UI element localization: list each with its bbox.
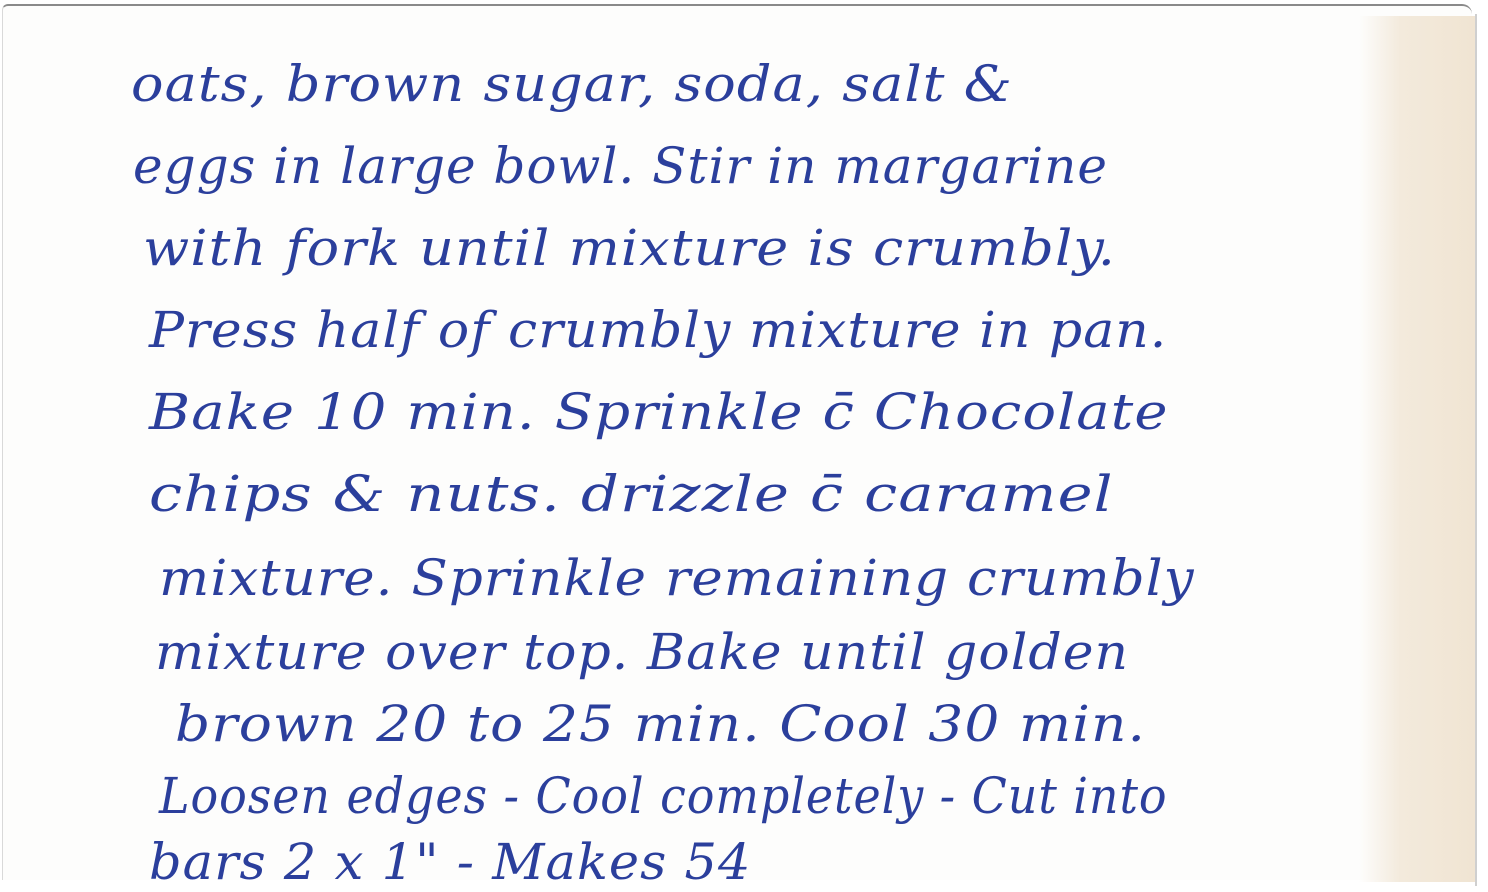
- recipe-line-1: oats, brown sugar, soda, salt &: [131, 55, 1013, 113]
- paper-stain: [1359, 16, 1477, 882]
- recipe-line-6: chips & nuts. drizzle c̄ caramel: [149, 465, 1114, 523]
- recipe-line-5: Bake 10 min. Sprinkle c̄ Chocolate: [149, 383, 1169, 441]
- recipe-line-9: brown 20 to 25 min. Cool 30 min.: [175, 695, 1147, 753]
- card-edge: [1475, 14, 1477, 886]
- recipe-line-8: mixture over top. Bake until golden: [155, 623, 1130, 681]
- recipe-line-7: mixture. Sprinkle remaining crumbly: [159, 549, 1195, 607]
- recipe-line-2: eggs in large bowl. Stir in margarine: [133, 137, 1108, 195]
- recipe-line-4: Press half of crumbly mixture in pan.: [149, 301, 1168, 359]
- recipe-line-10: Loosen edges - Cool completely - Cut into: [159, 767, 1168, 825]
- recipe-line-3: with fork until mixture is crumbly.: [143, 219, 1116, 277]
- recipe-line-11: bars 2 x 1" - Makes 54: [149, 833, 752, 891]
- recipe-card: [2, 4, 1472, 891]
